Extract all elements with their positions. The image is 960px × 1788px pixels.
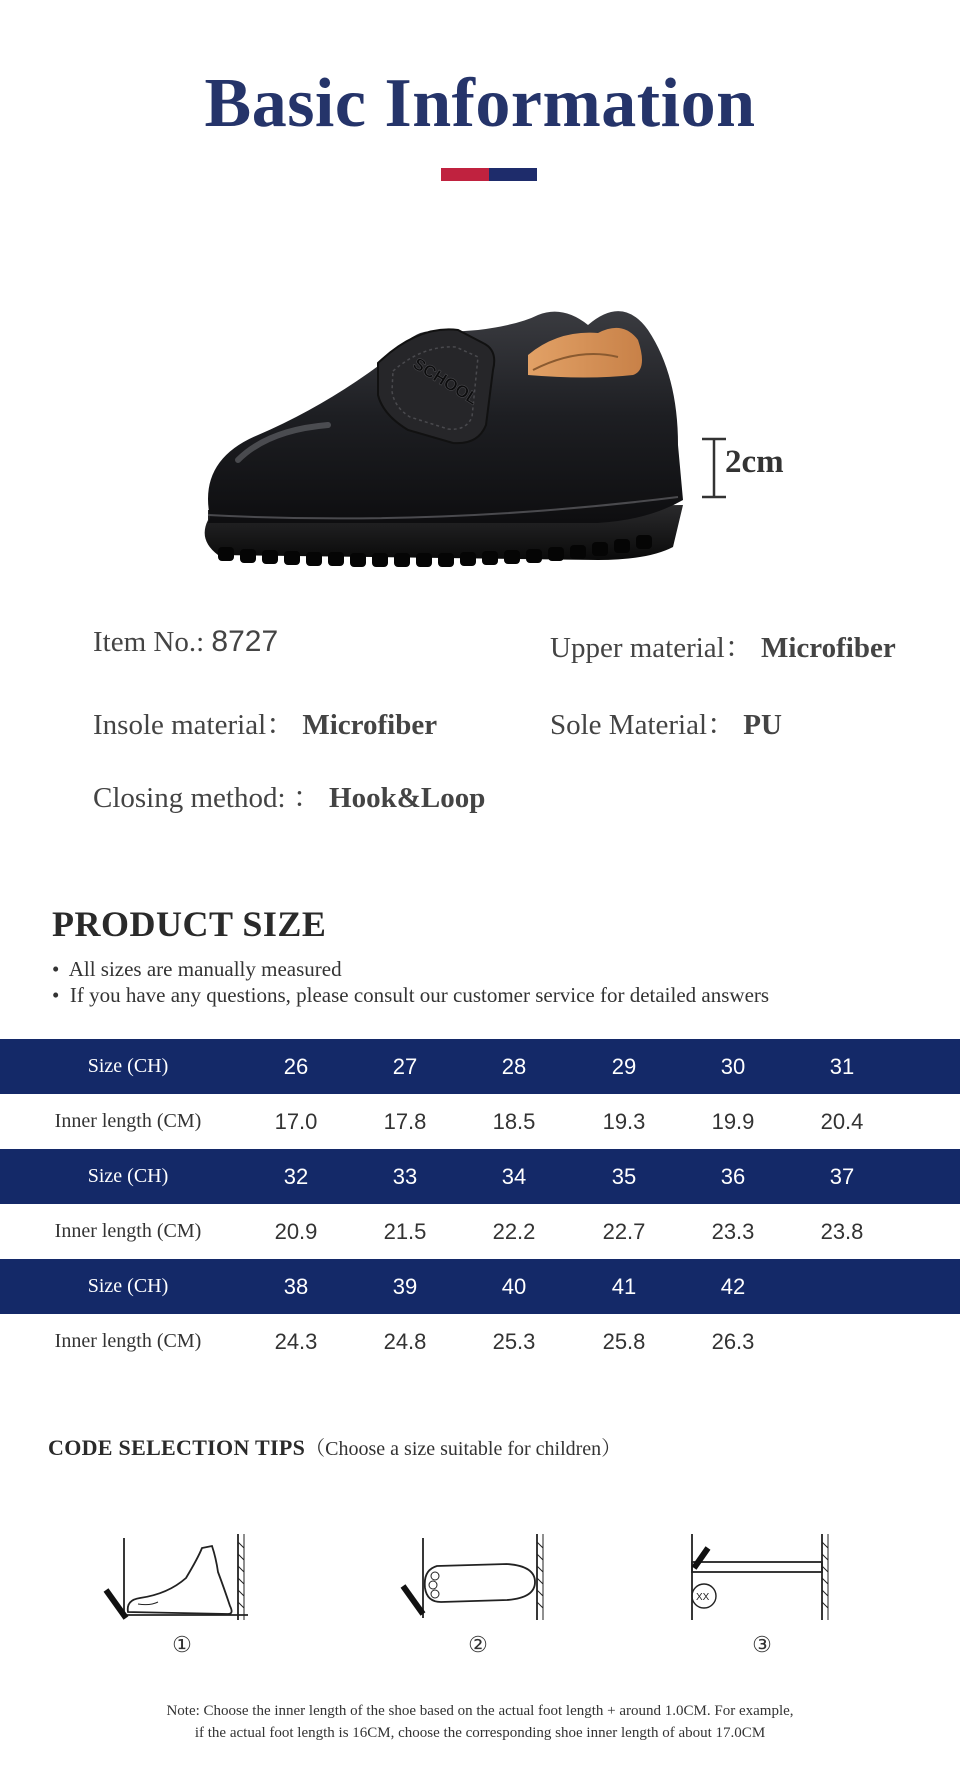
length-row [0, 1314, 960, 1369]
item-no-row [93, 625, 278, 659]
note-text: All sizes are manually measured [68, 957, 342, 981]
product-size-note: • If you have any questions, please consult our customer service for detailed answers [52, 983, 770, 1007]
sole-material-value: PU [743, 709, 782, 741]
size-cell: 30 [720, 1053, 746, 1079]
code-selection-tips-title [48, 1432, 621, 1461]
size-cell: 34 [501, 1163, 527, 1189]
length-cell: 23.8 [820, 1218, 864, 1244]
size-header: Size (CH) [87, 1165, 169, 1187]
note-line: Note: Choose the inner length of the shoe based on the actual foot length + around 1.0CM. For example, [166, 1703, 794, 1719]
length-cell: 24.8 [383, 1328, 427, 1354]
length-row [0, 1094, 960, 1149]
length-cell: 17.0 [274, 1108, 318, 1134]
length-cell: 25.8 [602, 1328, 646, 1354]
size-row [0, 1039, 960, 1094]
insole-material-value: Microfiber [302, 709, 438, 741]
size-cell: 39 [392, 1273, 418, 1299]
length-cell: 18.5 [492, 1108, 536, 1134]
size-table [0, 1039, 960, 1369]
size-cell: 33 [392, 1163, 418, 1189]
size-cell: 27 [392, 1053, 418, 1079]
upper-material-label: Upper material： [550, 632, 754, 664]
size-cell: 40 [501, 1273, 527, 1299]
length-cell: 22.7 [602, 1218, 646, 1244]
underline-blue [489, 168, 537, 181]
tips-title-text: CODE SELECTION TIPS [48, 1435, 306, 1460]
closing-method-row [93, 775, 485, 816]
length-header: Inner length (CM) [54, 1110, 202, 1132]
length-cell: 19.3 [602, 1108, 646, 1134]
size-cell: 41 [611, 1273, 637, 1299]
length-row [0, 1204, 960, 1259]
step-2-label: ② [468, 1632, 488, 1657]
length-cell: 23.3 [711, 1218, 755, 1244]
heel-height-label: 2cm [725, 444, 784, 480]
size-cell: 32 [283, 1163, 309, 1189]
size-cell: 35 [611, 1163, 637, 1189]
step-1-label: ① [172, 1632, 192, 1657]
size-row [0, 1259, 960, 1314]
size-cell: 42 [720, 1273, 746, 1299]
product-size-title: PRODUCT SIZE [52, 904, 327, 944]
black-school-shoe-image [178, 285, 738, 595]
size-cell: 31 [829, 1053, 855, 1079]
strap-text: SCHOOL [409, 354, 482, 409]
step-3-label: ③ [752, 1632, 772, 1657]
length-cell: 20.4 [820, 1108, 864, 1134]
item-no-value: 8727 [211, 625, 279, 658]
tips-subtitle: （Choose a size suitable for children） [305, 1438, 622, 1460]
length-cell: 24.3 [274, 1328, 318, 1354]
insole-material-label: Insole material： [93, 709, 296, 741]
note-text: If you have any questions, please consult our customer service for detailed answers [69, 983, 770, 1007]
note-line: if the actual foot length is 16CM, choose the corresponding shoe inner length of about 17.0CM [194, 1725, 766, 1741]
closing-method-value: Hook&Loop [329, 782, 486, 814]
underline-red [441, 168, 489, 181]
item-no-label: Item No.: [93, 626, 205, 658]
length-cell: 21.5 [383, 1218, 427, 1244]
product-size-note: • All sizes are manually measured [52, 957, 342, 981]
length-cell: 25.3 [492, 1328, 536, 1354]
sole-material-row [550, 702, 782, 743]
length-cell: 20.9 [274, 1218, 318, 1244]
size-row [0, 1149, 960, 1204]
length-cell: 17.8 [383, 1108, 427, 1134]
size-header: Size (CH) [87, 1055, 169, 1077]
size-note [0, 1700, 960, 1744]
length-cell: 22.2 [492, 1218, 536, 1244]
size-header: Size (CH) [87, 1275, 169, 1297]
size-cell: 29 [611, 1053, 637, 1079]
size-cell: 26 [283, 1053, 309, 1079]
measure-mark: XX [696, 1592, 710, 1603]
length-header: Inner length (CM) [54, 1220, 202, 1242]
size-cell: 36 [720, 1163, 746, 1189]
insole-material-row [93, 702, 437, 743]
upper-material-value: Microfiber [760, 632, 896, 664]
size-cell: 38 [283, 1273, 309, 1299]
closing-method-label: Closing method: ： [93, 782, 322, 814]
page-title: Basic Information [204, 65, 756, 142]
length-cell: 19.9 [711, 1108, 755, 1134]
size-cell: 28 [501, 1053, 527, 1079]
size-cell: 37 [829, 1163, 855, 1189]
sole-material-label: Sole Material： [550, 709, 737, 741]
upper-material-row [550, 625, 896, 666]
title-underline [441, 168, 537, 181]
length-cell: 26.3 [711, 1328, 755, 1354]
length-header: Inner length (CM) [54, 1330, 202, 1352]
